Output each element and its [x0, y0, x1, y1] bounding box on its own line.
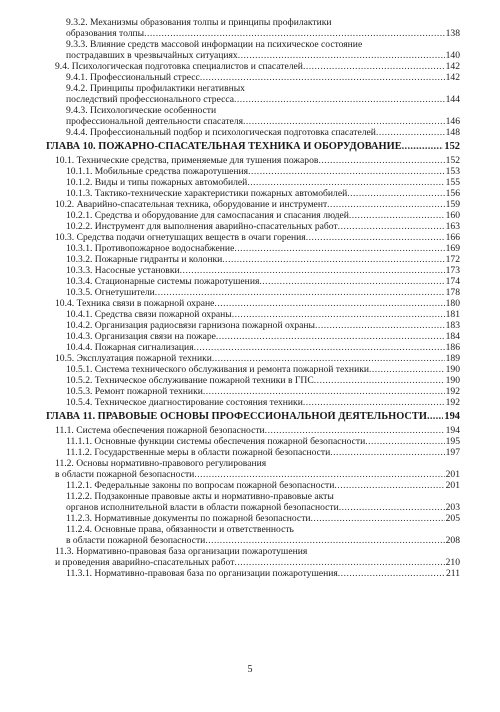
- dot-leader: [222, 254, 444, 265]
- toc-entry-last-line: [66, 72, 460, 83]
- toc-entry: [46, 298, 460, 309]
- toc-entry-last-line: [55, 557, 460, 568]
- toc-entry-last-line: [66, 535, 460, 546]
- toc-entry: [46, 364, 460, 375]
- toc-entry-page: 190: [445, 375, 460, 386]
- toc-entry: [46, 105, 460, 127]
- dot-leader: [243, 116, 445, 127]
- toc-entry-page: 192: [445, 397, 460, 408]
- toc-entry-page: 155: [445, 177, 460, 188]
- toc-entry: [46, 386, 460, 397]
- toc-entry-title-line: 10.1. Технические средства, применяемые для тушения пожаров: [55, 155, 319, 166]
- toc-entry-title-line: 11.3.1. Нормативно-правовая база по организации пожаротушения: [66, 568, 338, 579]
- toc-entry-page: 142: [445, 61, 460, 72]
- toc-entry-title-line: 10.3.5. Огнетушители: [66, 287, 155, 298]
- toc-entry: [46, 480, 460, 491]
- toc-entry-title-line: 10.4.4. Пожарная сигнализация: [66, 342, 194, 353]
- toc-entry-page: 205: [445, 513, 460, 524]
- toc-entry-title-line: 10.3. Средства подачи огнетушащих веществ в очаги горения: [55, 232, 306, 243]
- toc-entry: [46, 342, 460, 353]
- toc-entry-title-line: 10.5.3. Ремонт пожарной техники: [66, 386, 203, 397]
- toc-entry-page: 178: [445, 287, 460, 298]
- toc-entry-page: 153: [445, 166, 460, 177]
- dot-leader: [334, 480, 444, 491]
- toc-chapter-entry: [46, 411, 460, 423]
- toc-entry-title-line: 10.2.2. Инструмент для выполнения аварийно-спасательных работ: [66, 221, 338, 232]
- toc-entry-title-line: 10.5.1. Система технического обслуживания и ремонта пожарной техники: [66, 364, 369, 375]
- toc-entry: [46, 568, 460, 579]
- toc-entry-page: 211: [445, 568, 460, 579]
- toc-entry-title-line: 10.4.2. Организация радиосвязи гарнизона пожарной охраны: [66, 320, 316, 331]
- toc-entry-last-line: [55, 298, 460, 309]
- toc-entry-title-line: 9.4.3. Психологические особенности: [66, 105, 217, 116]
- toc-entry-title-line: ГЛАВА 10. ПОЖАРНО-СПАСАТЕЛЬНАЯ ТЕХНИКА И ОБОРУДОВАНИЕ: [46, 141, 402, 152]
- toc-entry-last-line: [66, 447, 460, 458]
- toc-entry: [46, 188, 460, 199]
- toc-entry-title-line: 10.2.1. Средства и оборудование для самоспасания и спасания людей: [66, 210, 349, 221]
- dot-leader: [349, 210, 445, 221]
- toc-entry-page: 142: [445, 72, 460, 83]
- toc-entry-page: 201: [445, 480, 460, 491]
- toc-entry-last-line: [66, 94, 460, 105]
- toc-entry-title-line: профессиональной деятельности спасателя: [66, 116, 243, 127]
- toc-entry-page: 160: [445, 210, 460, 221]
- toc-entry-title-line: 11.2.4. Основные права, обязанности и ответственность: [66, 524, 294, 535]
- toc-entry-last-line: [66, 342, 460, 353]
- toc-entry: [46, 221, 460, 232]
- toc-entry-title-line: последствий профессионального стресса: [66, 94, 234, 105]
- toc-entry-last-line: [66, 254, 460, 265]
- toc-entry-title-line: 11.3. Нормативно-правовая база организации пожаротушения: [55, 546, 308, 557]
- toc-entry-title-line: 10.2. Аварийно-спасательная техника, оборудование и инструмент: [55, 199, 328, 210]
- toc-entry-title-line: 10.1.1. Мобильные средства пожаротушения: [66, 166, 249, 177]
- dot-leader: [303, 397, 445, 408]
- toc-entry-title-line: 11.1.2. Государственные меры в области пожарной безопасности: [66, 447, 331, 458]
- dot-leader: [306, 232, 445, 243]
- toc-entry-title-line: 10.5. Эксплуатация пожарной техники: [55, 353, 212, 364]
- toc-entry-page: 189: [445, 353, 460, 364]
- toc-entry: [46, 127, 460, 138]
- toc-entry-last-line: [66, 364, 460, 375]
- toc-entry-last-line: [55, 469, 460, 480]
- dot-leader: [205, 535, 444, 546]
- toc-entry-title-line: 10.4.3. Организация связи на пожаре: [66, 331, 216, 342]
- dot-leader: [180, 265, 445, 276]
- dot-leader: [144, 28, 445, 39]
- toc-entry: [46, 243, 460, 254]
- toc-entry-last-line: [55, 425, 460, 436]
- toc-entry-last-line: [66, 502, 460, 513]
- toc-entry: [46, 232, 460, 243]
- dot-leader: [194, 342, 445, 353]
- toc-entry-title-line: 10.3.3. Насосные установки: [66, 265, 180, 276]
- toc-entry-title-line: 10.3.1. Противопожарное водоснабжение: [66, 243, 235, 254]
- toc-entry-last-line: [66, 309, 460, 320]
- toc-entry-last-line: [46, 141, 460, 153]
- toc-entry-title-line: 9.4.4. Профессиональный подбор и психологическая подготовка спасателей: [66, 127, 376, 138]
- toc-entry-page: 152: [444, 141, 460, 152]
- toc-entry-title-line: 9.3.2. Механизмы образования толпы и принципы профилактики: [66, 17, 332, 28]
- toc-entry-page: 201: [445, 469, 460, 480]
- toc-entry-title-line: 11.2. Основы нормативно-правового регулирования: [55, 458, 267, 469]
- toc-entry-page: 194: [444, 411, 460, 422]
- toc-entry: [46, 177, 460, 188]
- toc-entry: [46, 320, 460, 331]
- dot-leader: [216, 331, 445, 342]
- dot-leader: [318, 155, 444, 166]
- dot-leader: [155, 287, 445, 298]
- toc-entry: [46, 61, 460, 72]
- dot-leader: [314, 375, 445, 386]
- toc-entry-page: 146: [445, 116, 460, 127]
- dot-leader: [347, 188, 444, 199]
- dot-leader: [232, 309, 445, 320]
- dot-leader: [339, 502, 445, 513]
- toc-entry-page: 152: [445, 155, 460, 166]
- toc-entry-title-line: 9.4. Психологическая подготовка специалистов и спасателей: [55, 61, 303, 72]
- toc-entry-page: 138: [445, 28, 460, 39]
- toc-entry: [46, 72, 460, 83]
- toc-entry-last-line: [66, 331, 460, 342]
- dot-leader: [247, 177, 444, 188]
- toc-entry-title-line: 10.4.1. Средства связи пожарной охраны: [66, 309, 232, 320]
- toc-entry-last-line: [66, 320, 460, 331]
- toc-entry-title-line: образования толпы: [66, 28, 145, 39]
- dot-leader: [200, 72, 445, 83]
- toc-entry-last-line: [66, 210, 460, 221]
- toc-entry: [46, 436, 460, 447]
- toc-entry-page: 192: [445, 386, 460, 397]
- toc-entry-page: 166: [445, 232, 460, 243]
- dot-leader: [303, 61, 445, 72]
- toc-entry-last-line: [66, 166, 460, 177]
- toc-entry: [46, 397, 460, 408]
- toc-entry-last-line: [66, 480, 460, 491]
- toc-entry: [46, 166, 460, 177]
- dot-leader: [330, 447, 444, 458]
- toc-entry-page: 180: [445, 298, 460, 309]
- toc-entry-last-line: [66, 265, 460, 276]
- dot-leader: [248, 166, 445, 177]
- toc-entry: [46, 524, 460, 546]
- toc-entry-page: 184: [445, 331, 460, 342]
- toc-entry-title-line: 11.1.1. Основные функции системы обеспечения пожарной безопасности: [66, 436, 366, 447]
- toc-entry-title-line: 10.4. Техника связи в пожарной охране: [55, 298, 215, 309]
- toc-entry-page: 186: [445, 342, 460, 353]
- toc-entry-last-line: [55, 199, 460, 210]
- toc-entry-title-line: 9.3.3. Влияние средств массовой информации на психическое состояние: [66, 39, 363, 50]
- toc-entry-last-line: [66, 436, 460, 447]
- toc-entry-title-line: 10.5.4. Техническое диагностирование состояния техники: [66, 397, 303, 408]
- toc-entry: [46, 17, 460, 39]
- toc-entry-last-line: [66, 28, 460, 39]
- dot-leader: [427, 411, 443, 423]
- dot-leader: [259, 276, 444, 287]
- toc-entry-last-line: [66, 177, 460, 188]
- toc-entry-last-line: [66, 386, 460, 397]
- toc-entry-page: 169: [445, 243, 460, 254]
- toc-entry-page: 159: [445, 199, 460, 210]
- toc-entry-title-line: и проведения аварийно-спасательных работ: [55, 557, 235, 568]
- toc-entry-page: 173: [445, 265, 460, 276]
- dot-leader: [369, 364, 445, 375]
- toc-entry-title-line: в области пожарной безопасности: [66, 535, 206, 546]
- toc-entry-last-line: [66, 243, 460, 254]
- toc-entry-page: 197: [445, 447, 460, 458]
- dot-leader: [194, 469, 444, 480]
- toc-entry: [46, 546, 460, 568]
- toc-entry-last-line: [66, 116, 460, 127]
- dot-leader: [311, 513, 445, 524]
- toc-entry-last-line: [66, 513, 460, 524]
- toc-entry: [46, 155, 460, 166]
- dot-leader: [265, 425, 445, 436]
- toc-entry: [46, 447, 460, 458]
- toc-entry-page: 140: [445, 50, 460, 61]
- toc-entry-page: 190: [445, 364, 460, 375]
- toc-entry-last-line: [55, 232, 460, 243]
- toc-entry-title-line: 10.3.2. Пожарные гидранты и колонки: [66, 254, 223, 265]
- toc-entry: [46, 375, 460, 386]
- toc-entry-page: 183: [445, 320, 460, 331]
- toc-entry: [46, 265, 460, 276]
- toc-entry-title-line: пострадавших в чрезвычайных ситуациях: [66, 50, 238, 61]
- toc-entry-page: 181: [445, 309, 460, 320]
- dot-leader: [376, 127, 445, 138]
- toc-entry: [46, 39, 460, 61]
- dot-leader: [402, 141, 444, 153]
- toc-entry-title-line: в области пожарной безопасности: [55, 469, 195, 480]
- dot-leader: [234, 243, 444, 254]
- dot-leader: [338, 568, 445, 579]
- toc-entry: [46, 287, 460, 298]
- toc-entry-title-line: 11.2.1. Федеральные законы по вопросам пожарной безопасности: [66, 480, 335, 491]
- dot-leader: [214, 298, 444, 309]
- toc-entry-page: 163: [445, 221, 460, 232]
- dot-leader: [327, 199, 444, 210]
- toc-entry-page: 210: [445, 557, 460, 568]
- toc-entry-title-line: ГЛАВА 11. ПРАВОВЫЕ ОСНОВЫ ПРОФЕССИОНАЛЬНОЙ ДЕЯТЕЛЬНОСТИ: [46, 411, 427, 422]
- toc-entry: [46, 491, 460, 513]
- toc-entry-page: 194: [445, 425, 460, 436]
- toc-entry-last-line: [66, 375, 460, 386]
- toc-entry-last-line: [66, 127, 460, 138]
- toc-entry-page: 203: [445, 502, 460, 513]
- dot-leader: [365, 436, 444, 447]
- toc-entry-title-line: 10.1.2. Виды и типы пожарных автомобилей: [66, 177, 248, 188]
- page-number: 5: [247, 664, 253, 675]
- toc-entry-last-line: [66, 287, 460, 298]
- toc-entry: [46, 210, 460, 221]
- toc-entry: [46, 309, 460, 320]
- dot-leader: [212, 353, 445, 364]
- dot-leader: [315, 320, 445, 331]
- toc-entry-page: 172: [445, 254, 460, 265]
- toc-entry-title-line: 11.1. Система обеспечения пожарной безопасности: [55, 425, 265, 436]
- toc-entry: [46, 199, 460, 210]
- toc-entry-last-line: [66, 397, 460, 408]
- toc-entry-page: 156: [445, 188, 460, 199]
- toc-entry-title-line: 10.1.3. Тактико-технические характеристики пожарных автомобилей: [66, 188, 348, 199]
- toc-entry-last-line: [55, 353, 460, 364]
- toc-entry-title-line: 9.4.1. Профессиональный стресс: [66, 72, 200, 83]
- toc-entry-page: 148: [445, 127, 460, 138]
- toc-entry: [46, 276, 460, 287]
- toc-entry-page: 208: [445, 535, 460, 546]
- toc-entry-last-line: [55, 61, 460, 72]
- dot-leader: [338, 221, 445, 232]
- dot-leader: [203, 386, 445, 397]
- toc-entry-last-line: [46, 411, 460, 423]
- toc-entry-title-line: 11.2.2. Подзаконные правовые акты и нормативно-правовые акты: [66, 491, 334, 502]
- toc-entry: [46, 331, 460, 342]
- toc-entry-page: 144: [445, 94, 460, 105]
- table-of-contents: [46, 17, 460, 579]
- toc-entry-title-line: 10.5.2. Техническое обслуживание пожарной техники в ГПС: [66, 375, 314, 386]
- toc-entry-last-line: [66, 221, 460, 232]
- toc-entry-page: 195: [445, 436, 460, 447]
- toc-entry-title-line: органов исполнительной власти в области пожарной безопасности: [66, 502, 339, 513]
- toc-entry-title-line: 11.2.3. Нормативные документы по пожарной безопасности: [66, 513, 311, 524]
- toc-entry-last-line: [66, 188, 460, 199]
- toc-entry: [46, 254, 460, 265]
- dot-leader: [238, 50, 445, 61]
- toc-entry-last-line: [55, 155, 460, 166]
- toc-entry-page: 174: [445, 276, 460, 287]
- toc-entry: [46, 425, 460, 436]
- toc-entry: [46, 458, 460, 480]
- dot-leader: [234, 557, 444, 568]
- toc-entry-last-line: [66, 50, 460, 61]
- toc-entry: [46, 353, 460, 364]
- toc-entry-last-line: [66, 568, 460, 579]
- toc-entry-title-line: 9.4.2. Принципы профилактики негативных: [66, 83, 245, 94]
- toc-entry: [46, 83, 460, 105]
- toc-entry-last-line: [66, 276, 460, 287]
- toc-entry: [46, 513, 460, 524]
- toc-chapter-entry: [46, 141, 460, 153]
- dot-leader: [234, 94, 445, 105]
- toc-entry-title-line: 10.3.4. Стационарные системы пожаротушения: [66, 276, 260, 287]
